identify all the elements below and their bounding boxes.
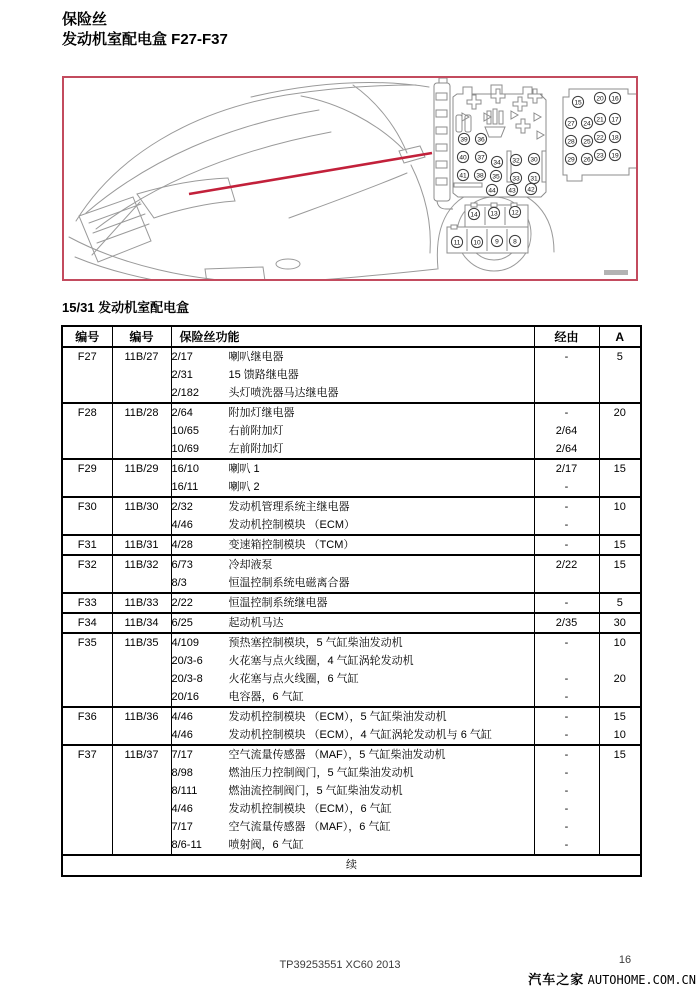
svg-text:19: 19: [611, 152, 619, 160]
page-title: [62, 10, 228, 50]
fuse-code: 11B/36: [112, 707, 171, 745]
fuse-group-F27: [62, 347, 641, 403]
component-desc: 头灯喷洗器马达继电器: [228, 387, 339, 399]
watermark-cn: 汽车之家: [528, 972, 585, 987]
svg-text:42: 42: [527, 186, 535, 194]
component-ref: 8/3: [171, 577, 187, 589]
component-desc: 恒温控制系统电磁离合器: [228, 577, 350, 589]
fuse-position-marker-22: [594, 131, 605, 142]
svg-text:38: 38: [476, 172, 484, 180]
svg-text:23: 23: [596, 152, 604, 160]
component-desc: 火花塞与点火线圈，4 气缸涡轮发动机: [228, 655, 414, 667]
fuse-function: [171, 818, 534, 836]
watermark-en: AUTOHOME.COM.CN: [587, 973, 696, 987]
fuse-number: F28: [62, 403, 112, 459]
fuse-position-marker-18: [609, 131, 620, 142]
fuse-line: [62, 403, 641, 422]
fuse-position-marker-28: [565, 135, 576, 146]
amp-value: 15: [613, 559, 626, 571]
fuse-position-marker-21: [594, 113, 605, 124]
via-value: -: [534, 403, 599, 422]
component-ref: 8/98: [171, 767, 193, 779]
via-value: -: [534, 347, 599, 366]
component-desc: 燃油压力控制阀门，5 气缸柴油发动机: [228, 767, 414, 779]
footer-document-number: TP39253551 XC60 2013: [279, 959, 401, 971]
fuse-position-marker-8: [509, 235, 520, 246]
via-value: 2/17: [534, 459, 599, 478]
component-desc: 15 馈路继电器: [228, 369, 299, 381]
component-desc: 喷射阀，6 气缸: [228, 839, 304, 851]
component-ref: 4/46: [171, 729, 193, 741]
watermark: [528, 969, 696, 988]
fuse-position-marker-17: [609, 113, 620, 124]
svg-text:39: 39: [460, 136, 468, 144]
via-value: -: [534, 800, 599, 818]
fuse-position-marker-20: [594, 92, 605, 103]
fuse-function: [171, 497, 534, 516]
fuse-position-marker-15: [572, 96, 583, 107]
fuse-group-F34: [62, 613, 641, 633]
fuse-function: [171, 782, 534, 800]
svg-text:9: 9: [495, 238, 499, 246]
via-value: [534, 652, 599, 670]
fuse-function: [171, 347, 534, 366]
connector-strip: [434, 78, 453, 209]
component-ref: 8/6-11: [171, 839, 202, 851]
fuse-line: [62, 633, 641, 652]
amp-value: [599, 818, 641, 836]
component-ref: 2/64: [171, 407, 193, 419]
continuation-row: [62, 855, 641, 876]
fuse-number: F27: [62, 347, 112, 403]
svg-text:25: 25: [583, 138, 591, 146]
amp-value: 20: [613, 673, 626, 685]
fuse-position-marker-13: [488, 207, 499, 218]
amp-value: 15: [613, 463, 626, 475]
fuse-group-F33: [62, 593, 641, 613]
amp-value: 20: [613, 407, 626, 419]
via-value: -: [534, 726, 599, 745]
fuse-function: [171, 422, 534, 440]
amp-value: 15: [613, 711, 626, 723]
fuse-function: [171, 800, 534, 818]
title-line-2: 发动机室配电盒 F27-F37: [62, 31, 228, 48]
fuse-function: [171, 555, 534, 574]
fuse-function: [171, 516, 534, 535]
fuse-line: [62, 535, 641, 555]
component-desc: 冷却液泵: [228, 559, 273, 571]
via-value: -: [534, 688, 599, 707]
amp-value: [599, 764, 641, 782]
component-ref: 10/69: [171, 443, 200, 455]
amp-value: [599, 384, 641, 403]
fuse-position-marker-25: [581, 135, 592, 146]
fuse-function: [171, 478, 534, 497]
amp-value: 15: [613, 749, 626, 761]
col-header-via: 经由: [534, 326, 599, 347]
component-desc: 右前附加灯: [228, 425, 284, 437]
svg-text:15: 15: [574, 99, 582, 107]
via-value: -: [534, 593, 599, 613]
via-value: -: [534, 670, 599, 688]
fuse-group-F35: [62, 633, 641, 707]
component-ref: 4/46: [171, 519, 193, 531]
amp-value: [599, 782, 641, 800]
fuse-number: F30: [62, 497, 112, 535]
fuse-position-marker-12: [509, 206, 520, 217]
component-desc: 起动机马达: [228, 617, 284, 629]
svg-text:41: 41: [459, 172, 467, 180]
svg-text:11: 11: [453, 239, 461, 247]
fuse-position-marker-29: [565, 153, 576, 164]
via-value: [534, 574, 599, 593]
component-desc: 空气流量传感器 （MAF），6 气缸: [228, 821, 391, 833]
fuse-function: [171, 688, 534, 707]
component-ref: 4/109: [171, 637, 200, 649]
svg-text:33: 33: [512, 175, 520, 183]
via-value: -: [534, 782, 599, 800]
fuse-position-marker-10: [471, 236, 482, 247]
svg-text:18: 18: [611, 134, 619, 142]
via-value: -: [534, 836, 599, 855]
component-ref: 20/3-8: [171, 673, 203, 685]
component-ref: 2/182: [171, 387, 200, 399]
svg-text:8: 8: [513, 238, 517, 246]
fuse-group-F30: [62, 497, 641, 535]
svg-text:16: 16: [611, 95, 619, 103]
svg-text:43: 43: [508, 187, 516, 195]
fuse-function: [171, 745, 534, 764]
fuse-function: [171, 403, 534, 422]
fuse-number: F37: [62, 745, 112, 855]
fuse-function: [171, 764, 534, 782]
component-ref: 7/17: [171, 821, 193, 833]
svg-text:44: 44: [488, 187, 496, 195]
via-value: -: [534, 633, 599, 652]
component-desc: 火花塞与点火线圈，6 气缸: [228, 673, 359, 685]
fuse-line: [62, 707, 641, 726]
fuse-position-marker-24: [581, 117, 592, 128]
svg-text:29: 29: [567, 156, 575, 164]
amp-value: 15: [613, 539, 626, 551]
component-desc: 发动机控制模块 （ECM），4 气缸涡轮发动机与 6 气缸: [228, 729, 492, 741]
fuse-function: [171, 707, 534, 726]
col-header-function: 保险丝功能: [171, 326, 534, 347]
fuse-group-F29: [62, 459, 641, 497]
col-header-fuse-no: 编号: [62, 326, 112, 347]
continuation-label: 续: [62, 855, 641, 876]
fuse-number: F34: [62, 613, 112, 633]
fuse-position-marker-32: [510, 154, 521, 165]
svg-text:10: 10: [473, 239, 481, 247]
via-value: 2/64: [534, 422, 599, 440]
svg-text:31: 31: [530, 175, 538, 183]
amp-value: 30: [613, 617, 626, 629]
fuse-number: F29: [62, 459, 112, 497]
component-ref: 20/3-6: [171, 655, 203, 667]
component-ref: 7/17: [171, 749, 193, 761]
fuse-position-marker-33: [510, 172, 521, 183]
component-ref: 2/31: [171, 369, 193, 381]
component-desc: 恒温控制系统继电器: [228, 597, 328, 609]
amp-value: [599, 516, 641, 535]
component-ref: 6/25: [171, 617, 193, 629]
svg-text:30: 30: [530, 156, 538, 164]
fuse-position-marker-16: [609, 92, 620, 103]
fuse-position-marker-9: [491, 235, 502, 246]
component-ref: 4/46: [171, 803, 193, 815]
fuse-group-F28: [62, 403, 641, 459]
component-desc: 预热塞控制模块，5 气缸柴油发动机: [228, 637, 403, 649]
amp-value: 10: [613, 637, 626, 649]
fuse-position-marker-27: [565, 117, 576, 128]
via-value: -: [534, 764, 599, 782]
amp-value: [599, 836, 641, 855]
via-value: -: [534, 707, 599, 726]
component-ref: 16/10: [171, 463, 200, 475]
component-desc: 发动机控制模块 （ECM），5 气缸柴油发动机: [228, 711, 447, 723]
amp-value: [599, 422, 641, 440]
fuse-group-F31: [62, 535, 641, 555]
amp-value: 5: [616, 597, 623, 609]
component-desc: 附加灯继电器: [228, 407, 295, 419]
svg-text:12: 12: [511, 209, 519, 217]
component-ref: 2/22: [171, 597, 193, 609]
location-diagram-frame: [62, 76, 638, 281]
via-value: [534, 384, 599, 403]
section-heading: 15/31 发动机室配电盒: [62, 300, 190, 315]
component-desc: 发动机控制模块 （ECM），6 气缸: [228, 803, 392, 815]
fuse-number: F32: [62, 555, 112, 593]
fuse-line: [62, 593, 641, 613]
fuse-group-F36: [62, 707, 641, 745]
component-ref: 4/46: [171, 711, 193, 723]
svg-text:14: 14: [470, 211, 478, 219]
fuse-function: [171, 574, 534, 593]
fuse-function: [171, 440, 534, 459]
fuse-position-marker-42: [525, 183, 536, 194]
component-desc: 发动机管理系统主继电器: [228, 501, 350, 513]
fuse-line: [62, 613, 641, 633]
pointer-line: [189, 153, 432, 194]
svg-text:36: 36: [477, 136, 485, 144]
fuse-code: 11B/35: [112, 633, 171, 707]
amp-value: [599, 440, 641, 459]
via-value: 2/64: [534, 440, 599, 459]
svg-text:40: 40: [459, 154, 467, 162]
amp-value: [599, 688, 641, 707]
component-ref: 8/111: [171, 785, 198, 797]
fuse-function: [171, 593, 534, 613]
fuse-function: [171, 670, 534, 688]
col-header-amps: A: [599, 326, 641, 347]
svg-text:24: 24: [583, 120, 591, 128]
fuse-table-header: [62, 326, 641, 347]
fuse-position-marker-40: [457, 151, 468, 162]
via-value: -: [534, 745, 599, 764]
svg-text:13: 13: [490, 210, 498, 218]
component-desc: 电容器，6 气缸: [228, 691, 304, 703]
fuse-line: [62, 347, 641, 366]
page-number: 16: [618, 954, 632, 966]
fuse-line: [62, 497, 641, 516]
fuse-position-marker-11: [451, 236, 462, 247]
fuse-code: 11B/31: [112, 535, 171, 555]
fuse-function: [171, 384, 534, 403]
fuse-table: [61, 325, 642, 877]
component-desc: 燃油流控制阀门，5 气缸柴油发动机: [228, 785, 403, 797]
fuse-position-marker-35: [490, 170, 501, 181]
amp-value: [599, 478, 641, 497]
fusebox-location-diagram: [64, 78, 636, 279]
fuse-function: [171, 535, 534, 555]
fuse-group-F32: [62, 555, 641, 593]
fuse-position-marker-39: [458, 133, 469, 144]
amp-value: [599, 800, 641, 818]
fuse-position-marker-41: [457, 169, 468, 180]
fuse-function: [171, 652, 534, 670]
svg-text:17: 17: [611, 116, 619, 124]
fuse-position-marker-34: [491, 156, 502, 167]
component-desc: 发动机控制模块 （ECM）: [228, 519, 355, 531]
amp-value: 5: [616, 351, 623, 363]
svg-text:27: 27: [567, 120, 575, 128]
component-desc: 变速箱控制模块 （TCM）: [228, 539, 355, 551]
svg-text:32: 32: [512, 157, 520, 165]
fuse-code: 11B/27: [112, 347, 171, 403]
component-desc: 喇叭继电器: [228, 351, 284, 363]
component-desc: 空气流量传感器 （MAF），5 气缸柴油发动机: [228, 749, 446, 761]
svg-text:35: 35: [492, 173, 500, 181]
fuse-number: F33: [62, 593, 112, 613]
fuse-code: 11B/34: [112, 613, 171, 633]
fuse-line: [62, 459, 641, 478]
fuse-number: F31: [62, 535, 112, 555]
fuse-position-marker-14: [468, 208, 479, 219]
via-value: -: [534, 497, 599, 516]
component-ref: 20/16: [171, 691, 200, 703]
component-ref: 2/32: [171, 501, 193, 513]
amp-value: 10: [613, 729, 626, 741]
component-ref: 6/73: [171, 559, 193, 571]
component-desc: 左前附加灯: [228, 443, 284, 455]
col-header-code-no: 编号: [112, 326, 171, 347]
component-desc: 喇叭 1: [228, 463, 260, 475]
via-value: -: [534, 478, 599, 497]
amp-value: [599, 366, 641, 384]
fuse-line: [62, 745, 641, 764]
fuse-code: 11B/33: [112, 593, 171, 613]
fuse-code: 11B/29: [112, 459, 171, 497]
fuse-function: [171, 836, 534, 855]
svg-text:37: 37: [477, 154, 485, 162]
fuse-position-marker-38: [474, 169, 485, 180]
fuse-line: [62, 555, 641, 574]
component-desc: 喇叭 2: [228, 481, 260, 493]
fuse-number: F35: [62, 633, 112, 707]
fuse-function: [171, 366, 534, 384]
fuse-position-marker-36: [475, 133, 486, 144]
component-ref: 2/17: [171, 351, 193, 363]
svg-text:20: 20: [596, 95, 604, 103]
amp-value: [599, 574, 641, 593]
component-ref: 10/65: [171, 425, 200, 437]
svg-text:26: 26: [583, 156, 591, 164]
component-ref: 16/11: [171, 481, 199, 493]
fuse-group-F37: [62, 745, 641, 855]
fuse-position-marker-44: [486, 184, 497, 195]
via-value: [534, 366, 599, 384]
fuse-code: 11B/37: [112, 745, 171, 855]
via-value: -: [534, 535, 599, 555]
via-value: -: [534, 516, 599, 535]
fuse-position-marker-31: [528, 172, 539, 183]
fuse-position-marker-23: [594, 149, 605, 160]
svg-text:22: 22: [596, 134, 604, 142]
fuse-function: [171, 633, 534, 652]
title-line-1: 保险丝: [62, 11, 108, 28]
fuse-position-marker-37: [475, 151, 486, 162]
fuse-position-marker-26: [581, 153, 592, 164]
fuse-number: F36: [62, 707, 112, 745]
fuse-function: [171, 726, 534, 745]
via-value: -: [534, 818, 599, 836]
fuse-position-marker-43: [506, 184, 517, 195]
fuse-position-marker-19: [609, 149, 620, 160]
via-value: 2/22: [534, 555, 599, 574]
fuse-code: 11B/30: [112, 497, 171, 535]
fuse-function: [171, 459, 534, 478]
svg-text:28: 28: [567, 138, 575, 146]
amp-value: [599, 652, 641, 670]
fuse-position-marker-30: [528, 153, 539, 164]
fuse-code: 11B/32: [112, 555, 171, 593]
svg-text:21: 21: [596, 116, 604, 124]
fuse-function: [171, 613, 534, 633]
fuse-code: 11B/28: [112, 403, 171, 459]
svg-text:34: 34: [493, 159, 501, 167]
figure-code: [604, 270, 628, 275]
component-ref: 4/28: [171, 539, 193, 551]
via-value: 2/35: [534, 613, 599, 633]
amp-value: 10: [613, 501, 626, 513]
